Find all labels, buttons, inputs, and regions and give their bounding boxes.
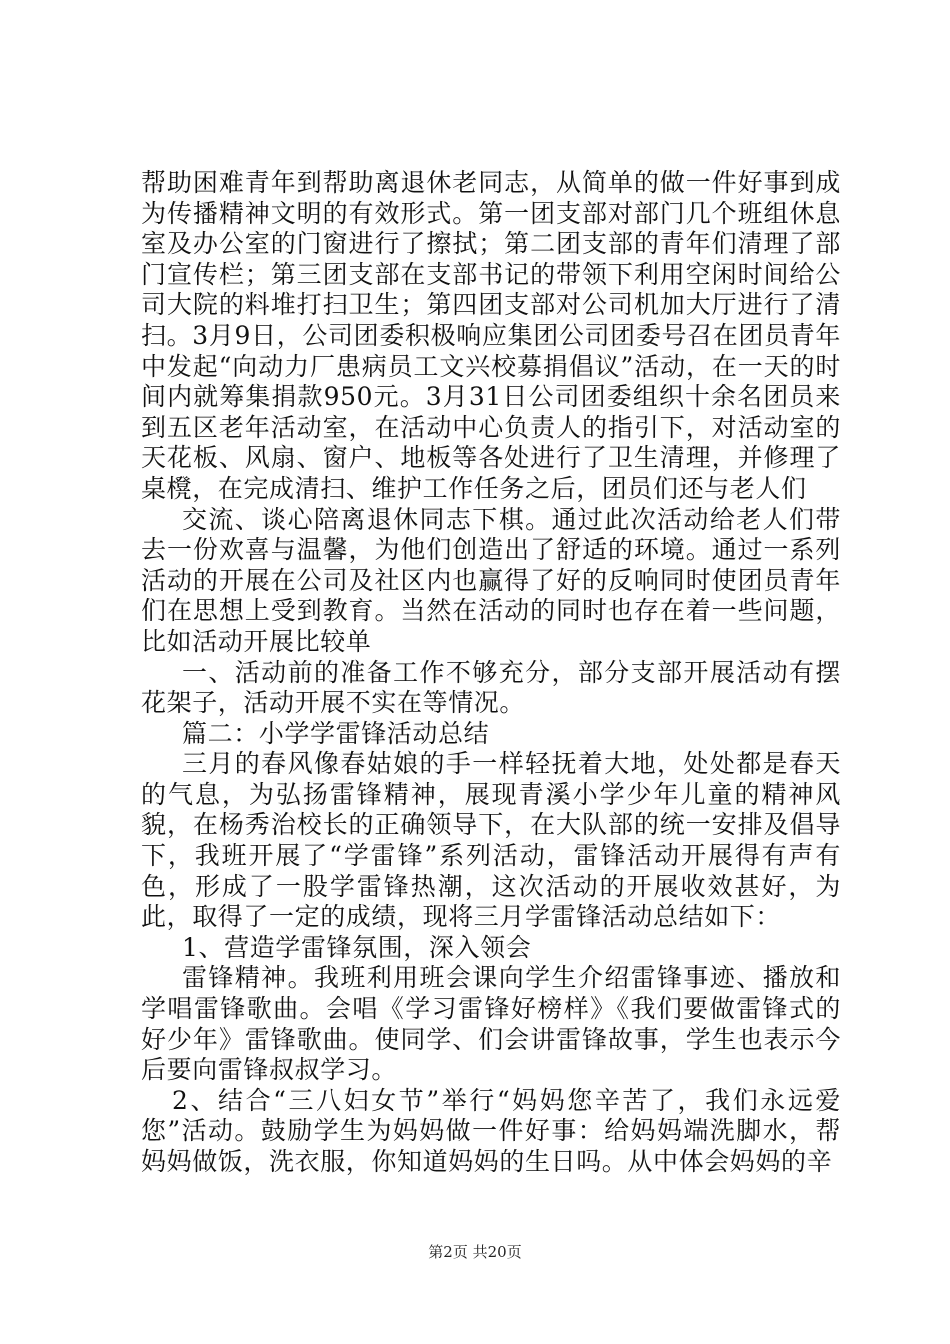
paragraph-2: 交流、谈心陪离退休同志下棋。通过此次活动给老人们带去一份欢喜与温馨，为他们创造出了舒适的环境。通过一系列活动的开展在公司及社区内也赢得了好的反响同时使团员青年们在思想上受到教育。当然在活动的同时也存在着一些问题，比如活动开展比较单 xyxy=(141,504,841,656)
paragraph-6: 2、结合“三八妇女节”举行“妈妈您辛苦了，我们永远爱您”活动。鼓励学生为妈妈做一件好事：给妈妈端洗脚水，帮妈妈做饭，洗衣服，你知道妈妈的生日吗。从中体会妈妈的辛 xyxy=(141,1085,841,1176)
section-heading: 篇二：小学学雷锋活动总结 xyxy=(182,718,490,748)
paragraph-5: 雷锋精神。我班利用班会课向学生介绍雷锋事迹、播放和学唱雷锋歌曲。会唱《学习雷锋好榜样》《我们要做雷锋式的好少年》雷锋歌曲。使同学、们会讲雷锋故事，学生也表示今后要向雷锋叔叔学习。 xyxy=(141,963,841,1085)
paragraph-3: 一、活动前的准备工作不够充分，部分支部开展活动有摆花架子，活动开展不实在等情况。 xyxy=(141,657,841,718)
paragraph-4: 三月的春风像春姑娘的手一样轻抚着大地，处处都是春天的气息，为弘扬雷锋精神，展现青溪小学少年儿童的精神风貌，在杨秀治校长的正确领导下，在大队部的统一安排及倡导下，我班开展了“学雷锋”系列活动，雷锋活动开展得有声有色，形成了一股学雷锋热潮，这次活动的开展收效甚好，为此，取得了一定的成绩，现将三月学雷锋活动总结如下： xyxy=(141,749,841,932)
paragraph-1: 帮助困难青年到帮助离退休老同志，从简单的做一件好事到成为传播精神文明的有效形式。第一团支部对部门几个班组休息室及办公室的门窗进行了擦拭；第二团支部的青年们清理了部门宣传栏；第三团支部在支部书记的带领下利用空闲时间给公司大院的料堆打扫卫生；第四团支部对公司机加大厅进行了清扫。3月9日，公司团委积极响应集团公司团委号召在团员青年中发起“向动力厂患病员工文兴校募捐倡议”活动，在一天的时间内就筹集捐款950元。3月31日公司团委组织十余名团员来到五区老年活动室，在活动中心负责人的指引下，对活动室的天花板、风扇、窗户、地板等各处进行了卫生清理，并修理了桌櫈，在完成清扫、维护工作任务之后，团员们还与老人们 xyxy=(141,168,841,503)
page-footer: 第2页 共20页 xyxy=(428,1243,522,1261)
subheading-1: 1、营造学雷锋氛围，深入领会 xyxy=(182,932,532,962)
document-body xyxy=(141,168,841,1178)
